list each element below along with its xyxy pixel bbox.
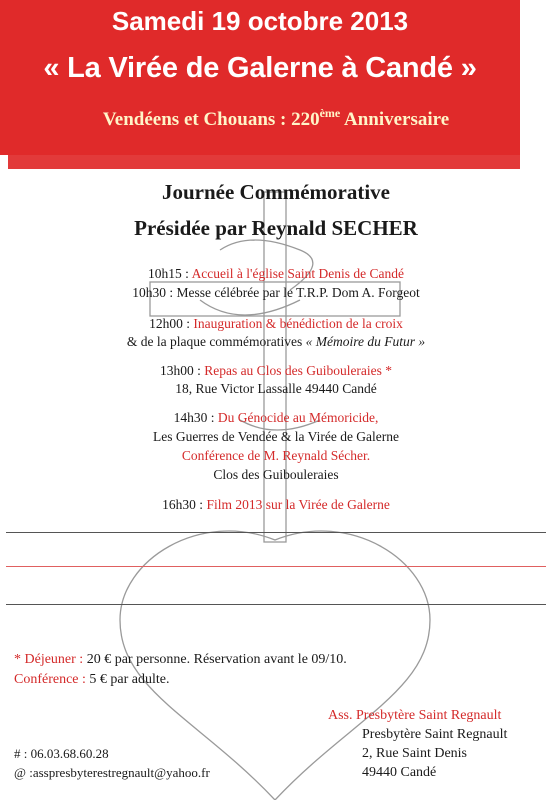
contact-phone: # : 06.03.68.60.28 [14,746,109,761]
schedule-item-1030: 10h30 : Messe célébrée par le T.R.P. Dom A. Forgeot [132,285,420,300]
contact-email: @ :asspresbyterestregnault@yahoo.fr [14,765,210,780]
schedule-item-1015: 10h15 : Accueil à l'église Saint Denis de Candé [148,266,404,281]
event-title: « La Virée de Galerne à Candé » [43,52,477,84]
event-subtitle: Vendéens et Chouans : 220ème Anniversaire [102,106,450,130]
schedule-item-1430-speaker: Conférence de M. Reynald Sécher. [181,448,371,463]
conference-price: Conférence : 5 € par adulte. [14,672,170,687]
separator-line [6,604,546,605]
contact-street: 2, Rue Saint Denis [362,746,467,761]
schedule-item-1430-topic: Les Guerres de Vendée & la Virée de Galerne [152,429,400,444]
president-heading: Présidée par Reynald SECHER [134,216,418,240]
contact-city: 49440 Candé [362,765,437,780]
schedule-item-1300-address: 18, Rue Victor Lassalle 49440 Candé [175,381,377,396]
schedule-item-1430: 14h30 : Du Génocide au Mémoricide, [173,410,379,425]
event-date: Samedi 19 octobre 2013 [111,6,409,36]
schedule-item-1200: 12h00 : Inauguration & bénédiction de la croix [149,316,403,331]
commemoration-heading: Journée Commémorative [161,180,390,204]
schedule-item-1430-venue: Clos des Guibouleraies [213,467,339,482]
association-name: Ass. Presbytère Saint Regnault [328,708,502,723]
lunch-price: * Déjeuner : 20 € par personne. Réservation avant le 09/10. [14,652,347,667]
contact-name: Presbytère Saint Regnault [362,727,508,742]
schedule-item-1630: 16h30 : Film 2013 sur la Virée de Galerne [162,497,390,512]
separator-line [6,532,546,533]
separator-line [6,566,546,567]
schedule-item-1300: 13h00 : Repas au Clos des Guibouleraies * [159,363,393,378]
schedule-item-1200-detail: & de la plaque commémoratives « Mémoire du Futur » [126,334,426,349]
